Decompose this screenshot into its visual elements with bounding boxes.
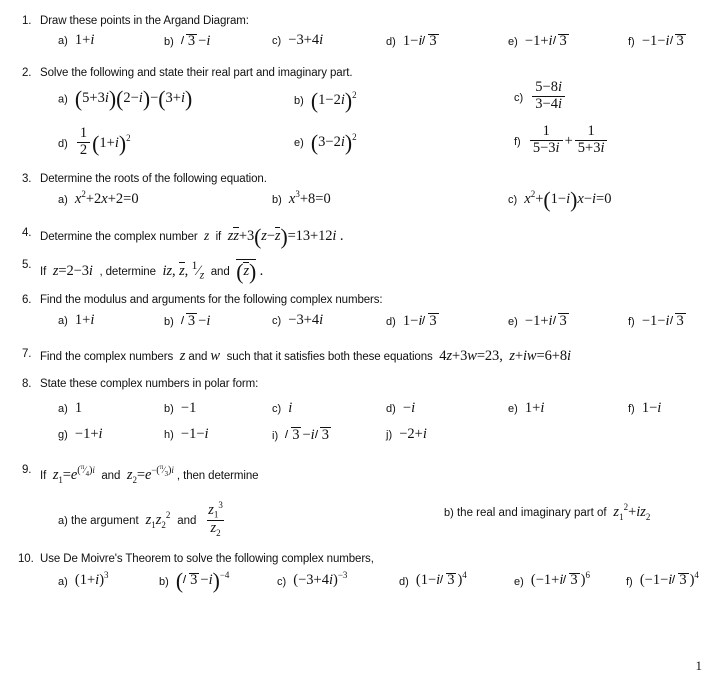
question-4-number: 4. <box>22 227 32 240</box>
question-7-header <box>14 347 706 365</box>
subitem-expression-1: $z_1z_2^2$ <box>145 510 171 531</box>
question-1-item-a <box>58 32 94 49</box>
item-expression: −1−i 3 <box>638 312 684 329</box>
subitem-text: the argument <box>70 515 139 528</box>
item-label: a) <box>58 575 68 588</box>
item-label: c) <box>272 314 282 327</box>
question-9-number: 9. <box>22 464 32 477</box>
question-1-item-b <box>164 32 210 50</box>
question-10-text: Use De Moivre's Theorem to solve the following complex numbers, <box>40 553 374 566</box>
item-expression: (−1−i 3 )$^4$ <box>636 570 699 589</box>
item-expression: $x^3+8=0$ <box>288 189 331 207</box>
item-expression: 1+i <box>71 311 95 328</box>
subitem-text-and: and <box>177 515 197 528</box>
item-expression: i <box>288 400 293 417</box>
item-expression: 3 −i <box>177 33 210 49</box>
item-label: d) <box>386 36 396 49</box>
question-6-item-a <box>58 312 94 329</box>
question-2-items-row2 <box>14 123 706 160</box>
item-expression: −1−i 3 <box>638 33 684 50</box>
item-label: b) <box>294 94 304 107</box>
question-9-text-after: , then determine <box>176 470 259 483</box>
question-5-text-and: and <box>210 266 230 279</box>
item-label: a) <box>58 193 68 206</box>
item-label: a) <box>58 93 68 106</box>
item-label: c) <box>272 35 282 48</box>
question-4-variable: z <box>204 228 210 244</box>
question-2-item-e <box>294 130 357 155</box>
question-3 <box>14 172 706 213</box>
item-expression: $(3-2i)^2$ <box>310 130 357 155</box>
item-expression: −2+i <box>395 426 427 443</box>
item-expression: (1−i 3 )$^4$ <box>412 570 467 589</box>
subitem-label: b) <box>444 507 454 520</box>
question-1-header <box>14 14 706 28</box>
question-8-item-a <box>58 400 82 417</box>
item-label: b) <box>159 575 169 588</box>
question-9-subitem-a <box>58 499 228 539</box>
question-7-variable-z: z <box>179 347 186 364</box>
question-4-text <box>40 225 706 250</box>
item-label: e) <box>514 575 524 588</box>
question-8-number: 8. <box>22 377 32 390</box>
question-5-text <box>40 258 706 283</box>
item-expression: −1+i 3 <box>521 312 567 329</box>
question-5-list: iz, z, $^1⁄_z$ <box>162 259 205 282</box>
question-3-item-c <box>508 188 612 213</box>
question-3-header <box>14 172 706 186</box>
item-expression: −1+i 3 <box>521 33 567 50</box>
question-10-header <box>14 552 706 566</box>
question-3-item-b <box>272 189 331 208</box>
item-expression: ( 3 −i)$^{-4}$ <box>175 569 230 594</box>
question-2-text: Solve the following and state their real part and imaginary part. <box>40 67 353 80</box>
item-label: b) <box>164 403 174 416</box>
item-expression: 3 −i <box>177 313 210 329</box>
item-label: c) <box>277 575 287 588</box>
question-6-item-c <box>272 312 323 329</box>
item-label: b) <box>164 315 174 328</box>
item-label: d) <box>386 403 396 416</box>
question-7-equation-2: z+iw=6+8i <box>509 347 571 364</box>
item-label: f) <box>628 36 635 49</box>
question-8-item-c <box>272 400 292 417</box>
question-2-item-f <box>514 123 609 157</box>
item-label: e) <box>508 315 518 328</box>
question-1 <box>14 14 706 56</box>
question-1-text: Draw these points in the Argand Diagram: <box>40 15 249 27</box>
item-label: a) <box>58 35 68 48</box>
question-2-header <box>14 66 706 80</box>
question-8-item-f <box>628 400 661 417</box>
item-expression: $x^2+(1-i)x-i=0$ <box>524 188 612 213</box>
item-label: b) <box>164 36 174 49</box>
question-6-text: Find the modulus and arguments for the following complex numbers: <box>40 294 383 307</box>
question-7-text-before: Find the complex numbers <box>40 350 174 363</box>
question-2-item-d <box>58 125 131 159</box>
question-9-z1: $z_1=e^{(^\pi⁄_4)i}$ <box>52 463 95 485</box>
question-10-item-f <box>626 571 699 590</box>
question-2-item-a <box>58 87 193 112</box>
item-label: e) <box>294 136 304 149</box>
item-label: e) <box>508 36 518 49</box>
question-4-text-middle: if <box>215 231 222 244</box>
item-label: f) <box>628 315 635 328</box>
question-8-item-i <box>272 426 332 444</box>
question-3-items <box>14 189 706 213</box>
item-expression: −1 <box>177 400 197 417</box>
question-2-number: 2. <box>22 67 32 80</box>
item-expression: 1−i 3 <box>399 312 437 329</box>
subitem-expression-1: $z_1^2+iz_2$ <box>613 502 651 522</box>
item-expression: 3 −i 3 <box>282 427 332 443</box>
item-expression: $\frac{1}{2}$ $(1+i)^2$ <box>71 135 130 151</box>
item-label: f) <box>626 575 633 588</box>
item-expression: $\frac{5-8i}{3-4i}$ <box>527 89 567 105</box>
item-label: d) <box>386 315 396 328</box>
question-8-item-b <box>164 400 196 417</box>
item-label: d) <box>58 137 68 150</box>
question-7 <box>14 347 706 365</box>
question-5-given: z=2−3i <box>52 263 93 280</box>
question-2 <box>14 66 706 159</box>
question-8-items-row2 <box>14 426 706 450</box>
question-5-header <box>14 258 706 283</box>
question-2-item-c <box>514 79 567 113</box>
question-8-item-h <box>164 426 209 443</box>
item-expression: 1 <box>71 400 83 417</box>
question-4 <box>14 225 706 250</box>
question-8-items-row1 <box>14 400 706 424</box>
question-9-subitems <box>14 494 706 540</box>
item-expression: 1+i <box>71 32 95 49</box>
question-3-number: 3. <box>22 172 32 185</box>
question-9-subitem-b <box>444 502 650 522</box>
item-label: c) <box>272 403 282 416</box>
subitem-label: a) <box>58 515 68 528</box>
question-10-items <box>14 571 706 597</box>
page-number: 1 <box>695 658 702 673</box>
item-label: f) <box>514 135 521 148</box>
question-7-text-after: such that it satisfies both these equations <box>226 350 433 363</box>
question-9-header <box>14 463 706 486</box>
question-8-item-j <box>386 426 427 443</box>
question-5-text-before: If <box>40 266 47 279</box>
question-5-number: 5. <box>22 259 32 272</box>
item-label: e) <box>508 403 518 416</box>
question-3-text: Determine the roots of the following equation. <box>40 172 267 185</box>
item-expression: (−1+i 3 )$^6$ <box>527 570 590 589</box>
question-10-item-d <box>399 571 467 590</box>
item-label: j) <box>386 429 393 442</box>
item-label: h) <box>164 429 174 442</box>
question-7-text <box>40 347 706 365</box>
question-9-text <box>40 463 706 486</box>
item-expression: $\frac{1}{5-3i}$ + $\frac{1}{5+3i}$ <box>524 133 609 149</box>
question-6-items <box>14 312 706 336</box>
item-expression: −3+4i <box>284 32 324 49</box>
subitem-expression-2: $\frac{z_1^3}{z_2}$ <box>208 499 223 538</box>
question-6-number: 6. <box>22 294 32 307</box>
question-6-item-f <box>628 312 687 330</box>
question-5-text-middle: , determine <box>99 266 156 279</box>
item-label: g) <box>58 429 68 442</box>
question-6-item-b <box>164 312 210 330</box>
question-2-item-b <box>294 88 357 113</box>
question-10-item-c <box>277 571 347 590</box>
item-label: i) <box>272 430 279 443</box>
question-10-item-a <box>58 571 109 590</box>
question-10 <box>14 552 706 596</box>
question-2-items-row1 <box>14 79 706 118</box>
question-6-item-d <box>386 312 440 330</box>
question-10-item-b <box>159 569 230 594</box>
item-label: a) <box>58 314 68 327</box>
item-expression: −1−i <box>177 426 209 443</box>
item-expression: −i <box>399 400 416 417</box>
item-expression: $(1-2i)^2$ <box>310 88 357 113</box>
item-label: b) <box>272 193 282 206</box>
question-1-items <box>14 32 706 56</box>
item-label: f) <box>628 403 635 416</box>
question-6-header <box>14 293 706 307</box>
item-expression: $(1+i)^3$ <box>71 570 109 589</box>
question-5 <box>14 258 706 283</box>
question-9-text-before: If <box>40 470 47 483</box>
question-7-text-and: and <box>188 350 208 363</box>
item-expression: $(-3+4i)^{-3}$ <box>289 570 348 589</box>
question-7-variable-w: w <box>210 347 220 364</box>
question-8-item-d <box>386 400 415 417</box>
question-4-text-before: Determine the complex number <box>40 231 198 244</box>
question-9-text-and: and <box>101 470 121 483</box>
question-3-item-a <box>58 189 139 208</box>
question-9-z2: $z_2=e^{-(^\pi⁄_3)i}$ <box>126 463 174 485</box>
question-10-item-e <box>514 571 590 590</box>
question-10-number: 10. <box>18 553 34 566</box>
question-6-item-e <box>508 312 570 330</box>
question-7-number: 7. <box>22 347 32 360</box>
item-expression: 1−i 3 <box>399 33 437 50</box>
question-8-item-g <box>58 426 103 443</box>
question-1-item-c <box>272 32 323 49</box>
item-expression: (5+3i)(2−i)−(3+i) <box>74 87 193 112</box>
question-1-item-e <box>508 32 570 50</box>
question-7-equation-1: 4z+3w=23, <box>435 347 503 364</box>
item-label: c) <box>508 193 518 206</box>
item-expression: −3+4i <box>284 311 324 328</box>
item-expression: $x^2+2x+2=0$ <box>74 189 139 207</box>
question-1-number: 1. <box>22 15 32 27</box>
question-9 <box>14 463 706 540</box>
question-8-header <box>14 377 706 391</box>
item-expression: 1+i <box>521 400 545 417</box>
question-5-last: (z) . <box>233 263 263 279</box>
subitem-text: the real and imaginary part of <box>456 507 607 520</box>
item-label: c) <box>514 91 524 104</box>
item-expression: 1−i <box>638 400 662 417</box>
question-8-text: State these complex numbers in polar form: <box>40 377 259 390</box>
question-4-equation: zz+3(z−z)=13+12i . <box>227 225 344 250</box>
item-label: a) <box>58 403 68 416</box>
item-label: d) <box>399 575 409 588</box>
question-8-item-e <box>508 400 544 417</box>
question-6 <box>14 293 706 335</box>
question-4-header <box>14 225 706 250</box>
question-1-item-f <box>628 32 687 50</box>
question-1-item-d <box>386 32 440 50</box>
question-8 <box>14 377 706 450</box>
item-expression: −1+i <box>71 426 103 443</box>
